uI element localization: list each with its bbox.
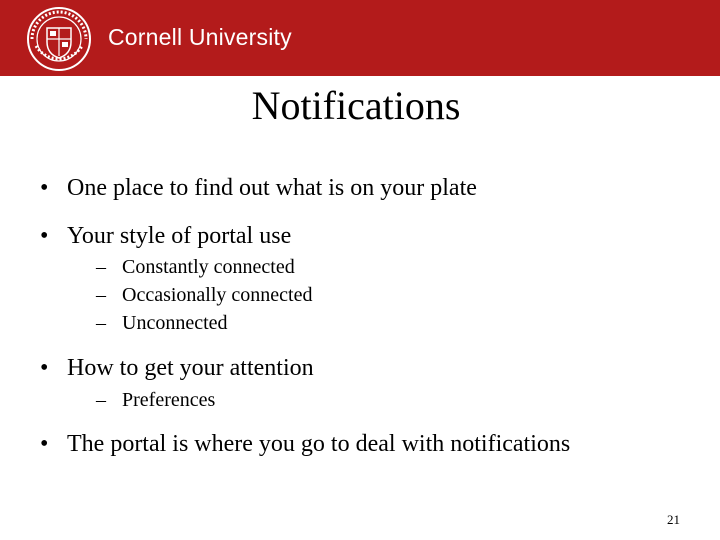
sub-item-text: Unconnected bbox=[122, 312, 228, 334]
bullet-marker: • bbox=[40, 355, 49, 381]
sub-item-text: Preferences bbox=[122, 389, 216, 411]
sub-item-text: Occasionally connected bbox=[122, 284, 313, 306]
dash-marker: – bbox=[96, 389, 106, 411]
sub-item bbox=[96, 255, 295, 279]
dash-marker: – bbox=[96, 256, 106, 278]
bullet-marker: • bbox=[40, 175, 49, 201]
bullet-item bbox=[40, 354, 314, 382]
bullet-text: Your style of portal use bbox=[67, 223, 292, 249]
bullet-item bbox=[40, 430, 570, 458]
bullet-item bbox=[40, 174, 477, 202]
sub-item-text: Constantly connected bbox=[122, 256, 295, 278]
dash-marker: – bbox=[96, 312, 106, 334]
bullet-text: One place to find out what is on your plate bbox=[67, 175, 477, 201]
cornell-seal-logo bbox=[26, 6, 92, 72]
dash-marker: – bbox=[96, 284, 106, 306]
sub-item bbox=[96, 311, 228, 335]
header-banner bbox=[0, 0, 720, 76]
bullet-text: How to get your attention bbox=[67, 355, 314, 381]
university-wordmark: Cornell University bbox=[108, 24, 292, 50]
bullet-marker: • bbox=[40, 223, 49, 249]
bullet-marker: • bbox=[40, 431, 49, 457]
bullet-text: The portal is where you go to deal with notifications bbox=[67, 431, 571, 457]
sub-item bbox=[96, 388, 215, 412]
slide-title: Notifications bbox=[251, 83, 461, 128]
page-number: 21 bbox=[667, 512, 680, 527]
sub-item bbox=[96, 283, 312, 307]
bullet-item bbox=[40, 222, 291, 250]
